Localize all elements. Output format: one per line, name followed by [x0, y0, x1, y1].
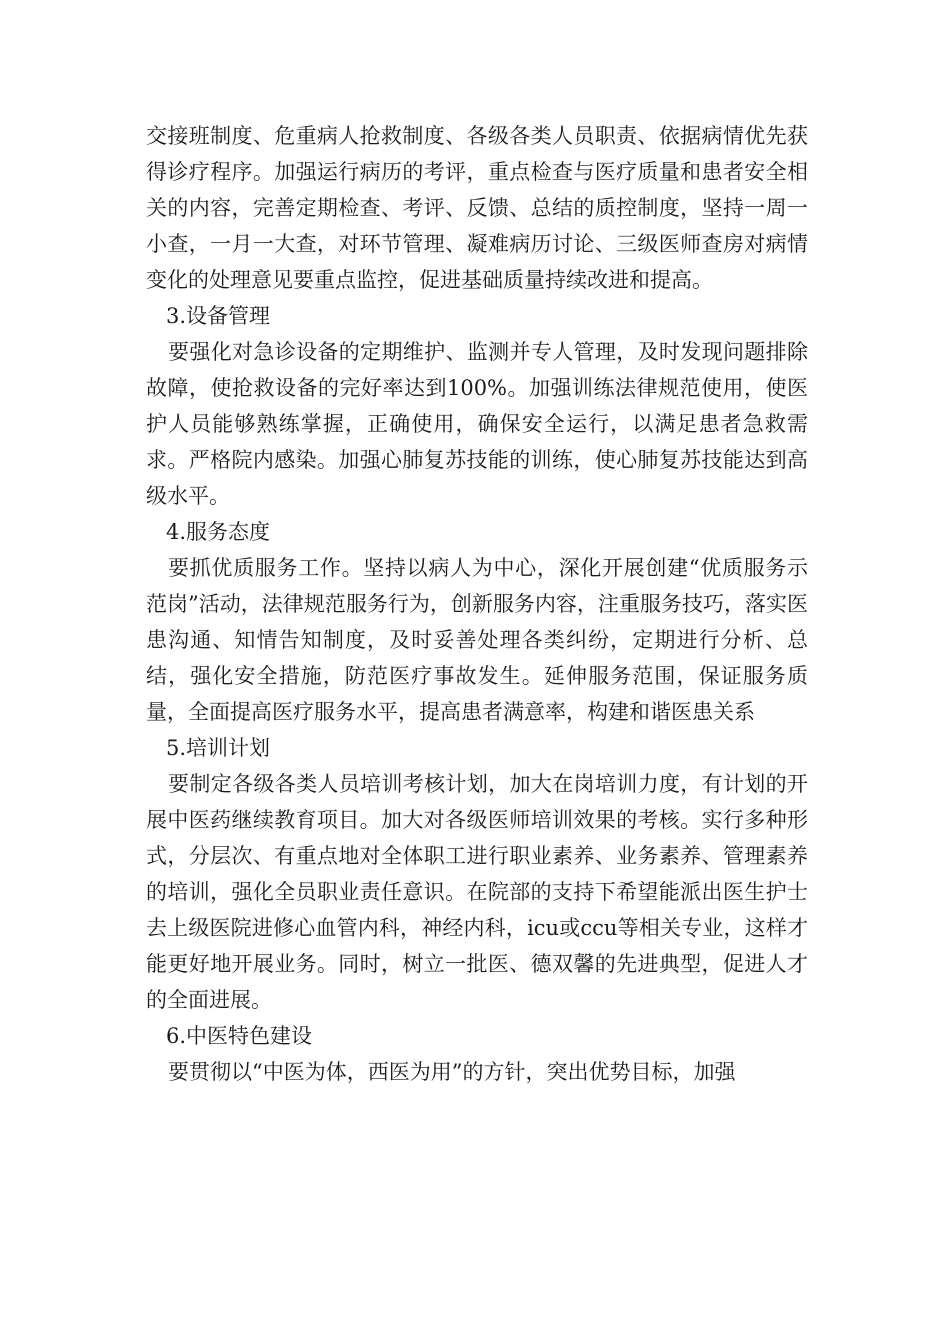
- document-body: [146, 118, 808, 1090]
- paragraph-quality-control: 交接班制度、危重病人抢救制度、各级各类人员职责、依据病情优先获得诊疗程序。加强运行病历的考评，重点检查与医疗质量和患者安全相关的内容，完善定期检查、考评、反馈、总结的质控制度，坚持一周一小查，一月一大查，对环节管理、凝难病历讨论、三级医师查房对病情变化的处理意见要重点监控，促进基础质量持续改进和提高。: [146, 124, 808, 292]
- heading-tcm-features: 6.中医特色建设: [166, 1024, 313, 1048]
- paragraph-equipment-management: 要强化对急诊设备的定期维护、监测并专人管理，及时发现问题排除故障，使抢救设备的完好率达到100%。加强训练法律规范使用，使医护人员能够熟练掌握，正确使用，确保安全运行，以满足患者急救需求。严格院内感染。加强心肺复苏技能的训练，使心肺复苏技能达到高级水平。: [146, 340, 808, 508]
- paragraph-service-attitude: 要抓优质服务工作。坚持以病人为中心，深化开展创建“优质服务示范岗”活动，法律规范服务行为，创新服务内容，注重服务技巧，落实医患沟通、知情告知制度，及时妥善处理各类纠纷，定期进行分析、总结，强化安全措施，防范医疗事故发生。延伸服务范围，保证服务质量，全面提高医疗服务水平，提高患者满意率，构建和谐医患关系: [146, 556, 808, 724]
- paragraph-tcm-features: 要贯彻以“中医为体，西医为用”的方针，突出优势目标，加强: [168, 1060, 736, 1084]
- heading-equipment-management: 3.设备管理: [166, 304, 271, 328]
- paragraph-training-plan: 要制定各级各类人员培训考核计划，加大在岗培训力度，有计划的开展中医药继续教育项目。加大对各级医师培训效果的考核。实行多种形式，分层次、有重点地对全体职工进行职业素养、业务素养、管理素养的培训，强化全员职业责任意识。在院部的支持下希望能派出医生护士去上级医院进修心血管内科，神经内科，icu或ccu等相关专业，这样才能更好地开展业务。同时，树立一批医、德双馨的先进典型，促进人才的全面进展。: [146, 772, 808, 1012]
- heading-service-attitude: 4.服务态度: [166, 520, 271, 544]
- heading-training-plan: 5.培训计划: [166, 736, 271, 760]
